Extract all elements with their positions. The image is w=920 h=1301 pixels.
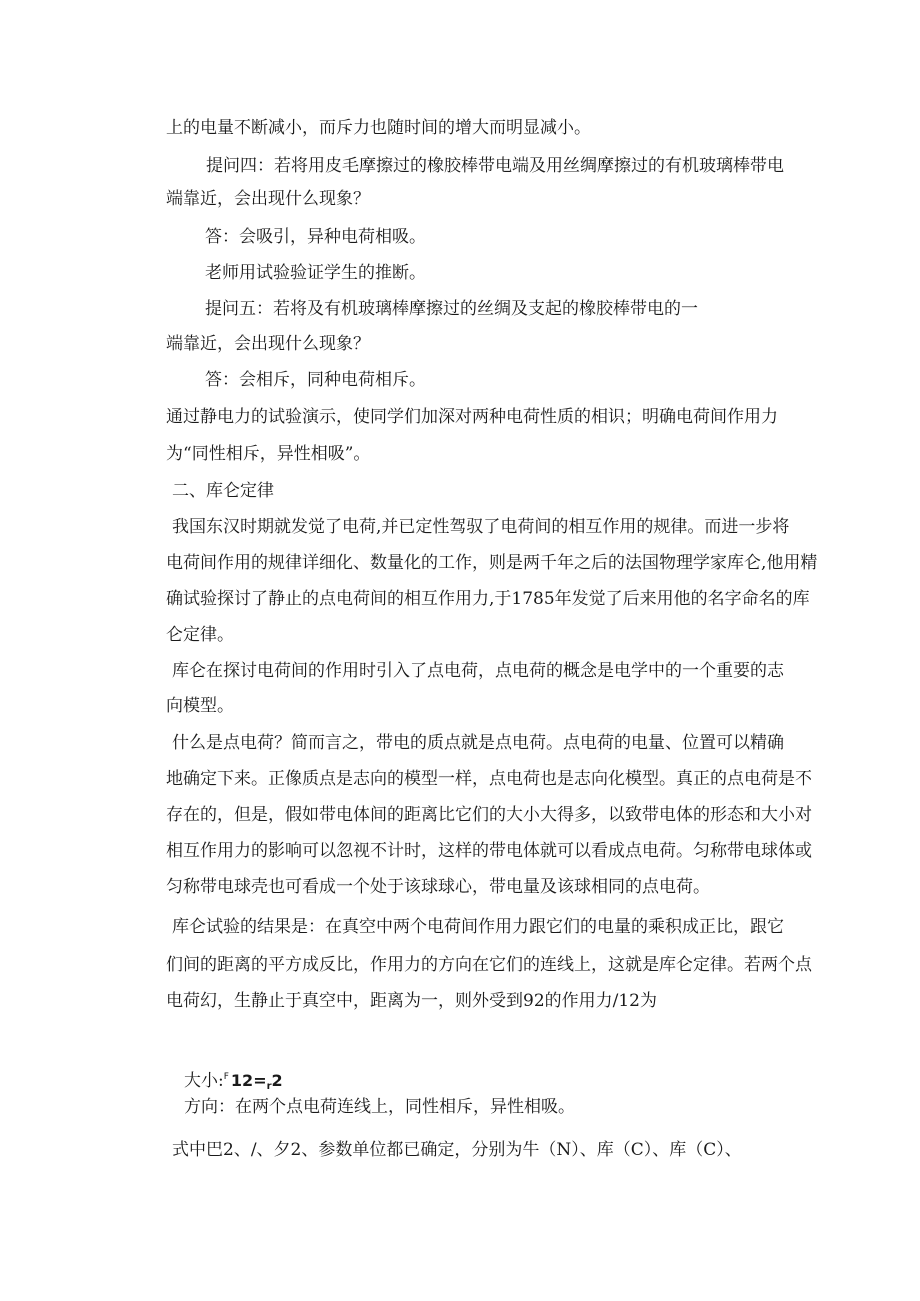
text-line: 存在的，但是，假如带电体间的距离比它们的大小大得多，以致带电体的形态和大小对 — [166, 805, 812, 825]
text-line: 库仑在探讨电荷间的作用时引入了点电荷，点电荷的概念是电学中的一个重要的志 — [172, 661, 784, 681]
text-line: 老师用试验验证学生的推断。 — [205, 263, 426, 283]
text-line: 提问四：若将用皮毛摩擦过的橡胶棒带电端及用丝绸摩擦过的有机玻璃棒带电 — [206, 156, 784, 176]
text-line: 地确定下来。正像质点是志向的模型一样，点电荷也是志向化模型。真正的点电荷是不 — [166, 769, 812, 789]
text-line: 端靠近，会出现什么现象？ — [166, 334, 370, 354]
text-line: 式中巴2、/、夕2、参数单位都已确定，分别为牛（N）、库（C）、库（C）、 — [172, 1140, 742, 1160]
formula-tail: 2 — [271, 1071, 283, 1090]
formula-sub: r — [266, 1081, 272, 1092]
text-line: 确试验探讨了静止的点电荷间的相互作用力,于1785年发觉了后来用他的名字命名的库 — [166, 589, 810, 609]
formula-label: 大小: — [184, 1071, 224, 1091]
text-line: 匀称带电球壳也可看成一个处于该球球心，带电量及该球相同的点电荷。 — [166, 877, 710, 897]
text-line: 端靠近，会出现什么现象？ — [166, 189, 370, 209]
text-line: 相互作用力的影响可以忽视不计时，这样的带电体就可以看成点电荷。匀称带电球体或 — [166, 841, 812, 861]
text-line: 答：会吸引，异种电荷相吸。 — [205, 227, 426, 247]
text-line: 什么是点电荷？简而言之，带电的质点就是点电荷。点电荷的电量、位置可以精确 — [172, 733, 784, 753]
text-line: 我国东汉时期就发觉了电荷,并已定性驾驭了电荷间的相互作用的规律。而进一步将 — [172, 517, 790, 537]
text-line: 方向：在两个点电荷连线上，同性相斥，异性相吸。 — [184, 1097, 575, 1117]
text-line: 们间的距离的平方成反比，作用力的方向在它们的连线上，这就是库仑定律。若两个点 — [166, 955, 812, 975]
section-heading: 二、库仑定律 — [172, 481, 274, 501]
text-line: 库仑试验的结果是：在真空中两个电荷间作用力跟它们的电量的乘积成正比，跟它 — [172, 917, 784, 937]
formula-main: 12= — [230, 1071, 267, 1090]
text-line: 仑定律。 — [166, 625, 234, 645]
text-line: 电荷间作用的规律详细化、数量化的工作，则是两千年之后的法国物理学家库仑,他用精 — [166, 553, 818, 573]
text-line: 答：会相斥，同种电荷相斥。 — [205, 370, 426, 390]
text-line: 电荷幻，生静止于真空中，距离为一，则外受到92的作用力/12为 — [166, 991, 657, 1011]
text-line: 为“同性相斥，异性相吸”。 — [166, 444, 371, 464]
text-line: 向模型。 — [166, 696, 234, 716]
text-line: 上的电量不断减小，而斥力也随时间的增大而明显减小。 — [166, 118, 591, 138]
coulomb-formula — [184, 1066, 283, 1098]
formula-f-mark: F — [223, 1072, 229, 1082]
text-line: 通过静电力的试验演示，使同学们加深对两种电荷性质的相识；明确电荷间作用力 — [166, 407, 778, 427]
text-line: 提问五：若将及有机玻璃棒摩擦过的丝绸及支起的橡胶棒带电的一 — [205, 299, 698, 319]
